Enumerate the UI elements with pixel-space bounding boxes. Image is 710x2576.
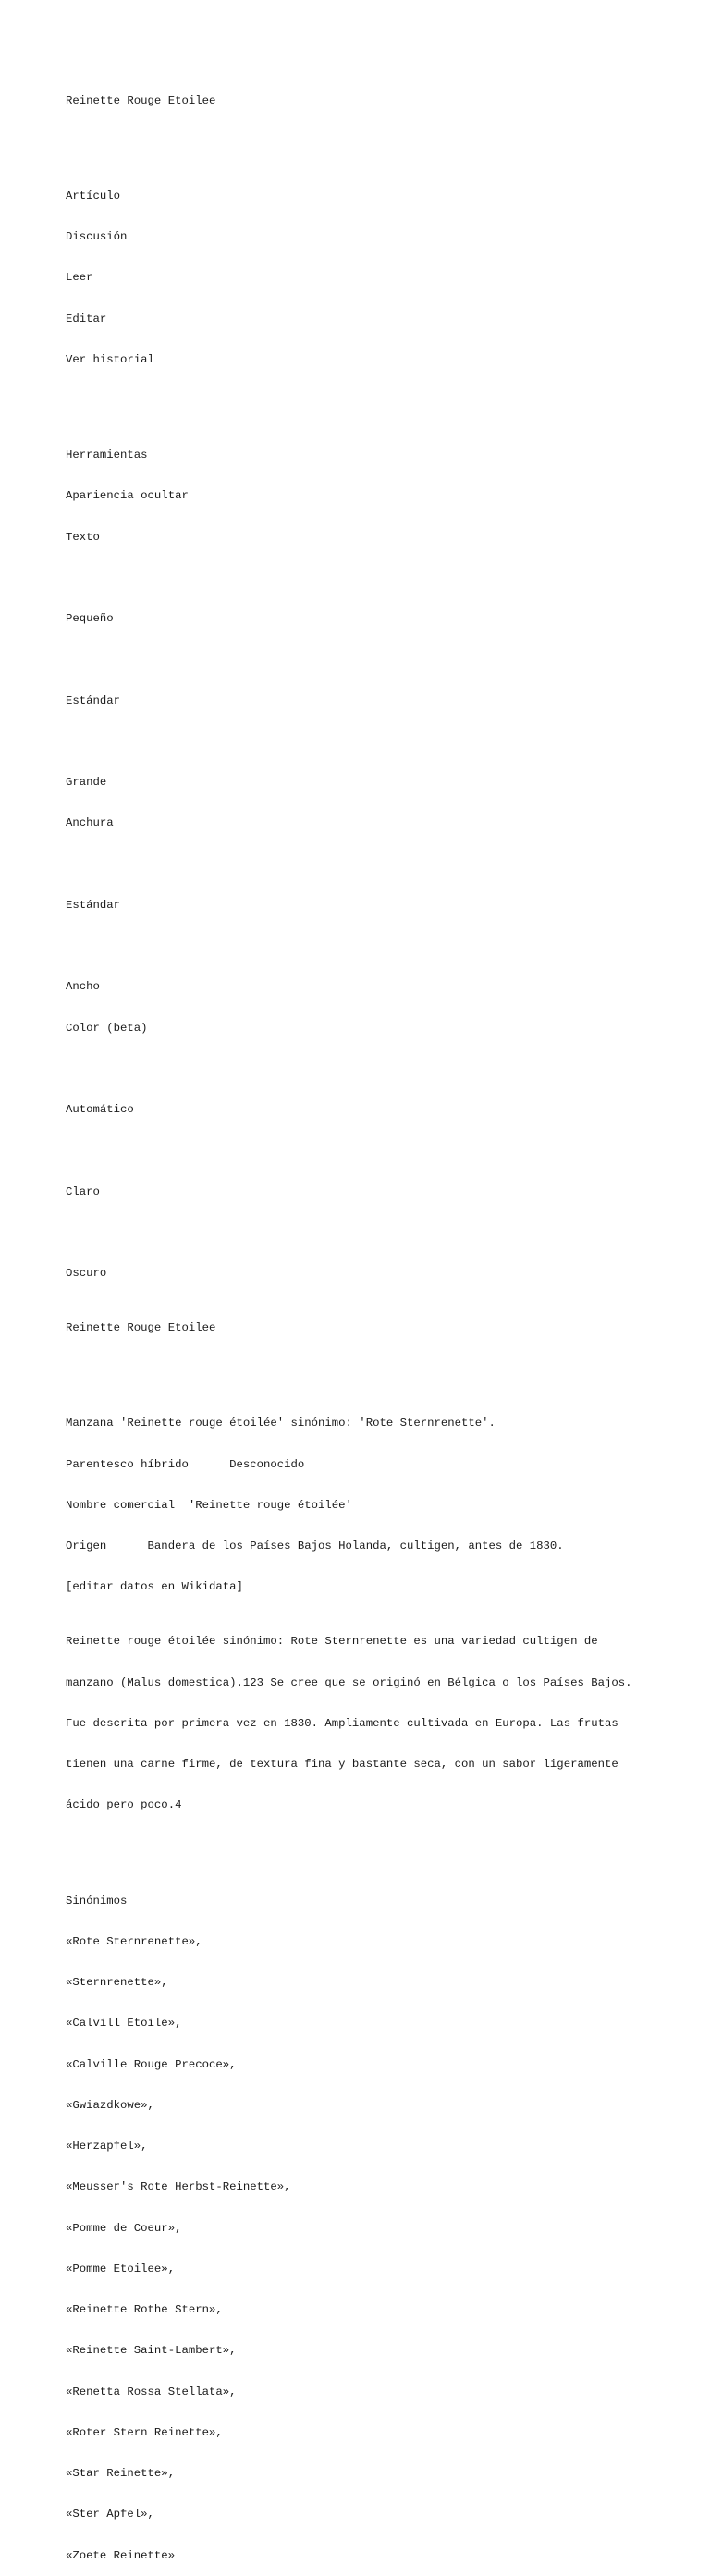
color-auto-option[interactable]: Automático: [66, 1103, 134, 1116]
article-heading: Reinette Rouge Etoilee: [66, 1321, 216, 1334]
synonym-item: «Zoete Reinette»: [66, 2548, 176, 2562]
synonym-item: «Star Reinette»,: [66, 2467, 176, 2480]
synonym-item: «Gwiazdkowe»,: [66, 2098, 154, 2112]
text-size-label: Texto: [66, 530, 100, 544]
infobox-parentage: Parentesco híbrido Desconocido: [66, 1457, 305, 1471]
nav-article[interactable]: Artículo: [66, 189, 121, 202]
nav-edit[interactable]: Editar: [66, 312, 107, 325]
nav-discussion[interactable]: Discusión: [66, 230, 128, 243]
spacer: [66, 394, 676, 408]
spacer: [66, 1362, 676, 1376]
spacer: [66, 735, 676, 749]
synonym-item: «Pomme de Coeur»,: [66, 2221, 182, 2235]
intro-line: ácido pero poco.4: [66, 1798, 182, 1812]
document-body: [66, 67, 676, 2576]
synonym-item: «Reinette Rothe Stern»,: [66, 2303, 223, 2316]
color-dark-option[interactable]: Oscuro: [66, 1267, 107, 1280]
intro-line: Reinette rouge étoilée sinónimo: Rote Sternrenette es una variedad cultigen de: [66, 1635, 598, 1649]
color-label: Color (beta): [66, 1021, 148, 1035]
spacer: [66, 1226, 676, 1240]
synonym-item: «Meusser's Rote Herbst-Reinette»,: [66, 2180, 291, 2194]
page-title: Reinette Rouge Etoilee: [66, 93, 216, 107]
spacer: [66, 1144, 676, 1158]
intro-line: Fue descrita por primera vez en 1830. Ampliamente cultivada en Europa. Las frutas: [66, 1716, 618, 1730]
synonym-item: «Renetta Rossa Stellata»,: [66, 2385, 237, 2398]
color-light-option[interactable]: Claro: [66, 1184, 100, 1198]
spacer: [66, 1840, 676, 1854]
synonym-item: «Sternrenette»,: [66, 1976, 168, 1989]
spacer: [66, 1062, 676, 1076]
text-size-small-option[interactable]: Pequeño: [66, 612, 114, 625]
tools-label[interactable]: Herramientas: [66, 448, 148, 461]
intro-line: manzano (Malus domestica).123 Se cree que se originó en Bélgica o los Países Bajos.: [66, 1675, 632, 1689]
synonym-item: «Ster Apfel»,: [66, 2508, 154, 2521]
spacer: [66, 571, 676, 585]
synonym-item: «Pomme Etoilee»,: [66, 2262, 176, 2275]
nav-read[interactable]: Leer: [66, 271, 93, 285]
width-wide-option[interactable]: Ancho: [66, 980, 100, 994]
nav-history[interactable]: Ver historial: [66, 352, 154, 366]
appearance-label[interactable]: Apariencia ocultar: [66, 489, 189, 503]
intro-line: tienen una carne firme, de textura fina y bastante seca, con un sabor ligeramente: [66, 1758, 618, 1771]
spacer: [66, 653, 676, 667]
infobox-caption: Manzana 'Reinette rouge étoilée' sinónimo: 'Rote Sternrenette'.: [66, 1417, 496, 1430]
synonyms-heading: Sinónimos: [66, 1894, 128, 1907]
synonym-item: «Roter Stern Reinette»,: [66, 2425, 223, 2439]
infobox-trade-name: Nombre comercial 'Reinette rouge étoilée': [66, 1498, 352, 1512]
infobox-origin: Origen Bandera de los Países Bajos Holanda, cultigen, antes de 1830.: [66, 1539, 564, 1552]
spacer: [66, 135, 676, 149]
text-size-standard-option[interactable]: Estándar: [66, 693, 121, 707]
width-standard-option[interactable]: Estándar: [66, 898, 121, 912]
synonym-item: «Herzapfel»,: [66, 2140, 148, 2153]
edit-wikidata-link[interactable]: [editar datos en Wikidata]: [66, 1580, 243, 1594]
synonym-item: «Rote Sternrenette»,: [66, 1934, 202, 1948]
synonym-item: «Calvill Etoile»,: [66, 2017, 182, 2030]
text-size-large-option[interactable]: Grande: [66, 776, 107, 789]
synonym-item: «Calville Rouge Precoce»,: [66, 2057, 237, 2071]
spacer: [66, 939, 676, 953]
synonym-item: «Reinette Saint-Lambert»,: [66, 2344, 237, 2358]
width-label: Anchura: [66, 816, 114, 830]
spacer: [66, 858, 676, 872]
